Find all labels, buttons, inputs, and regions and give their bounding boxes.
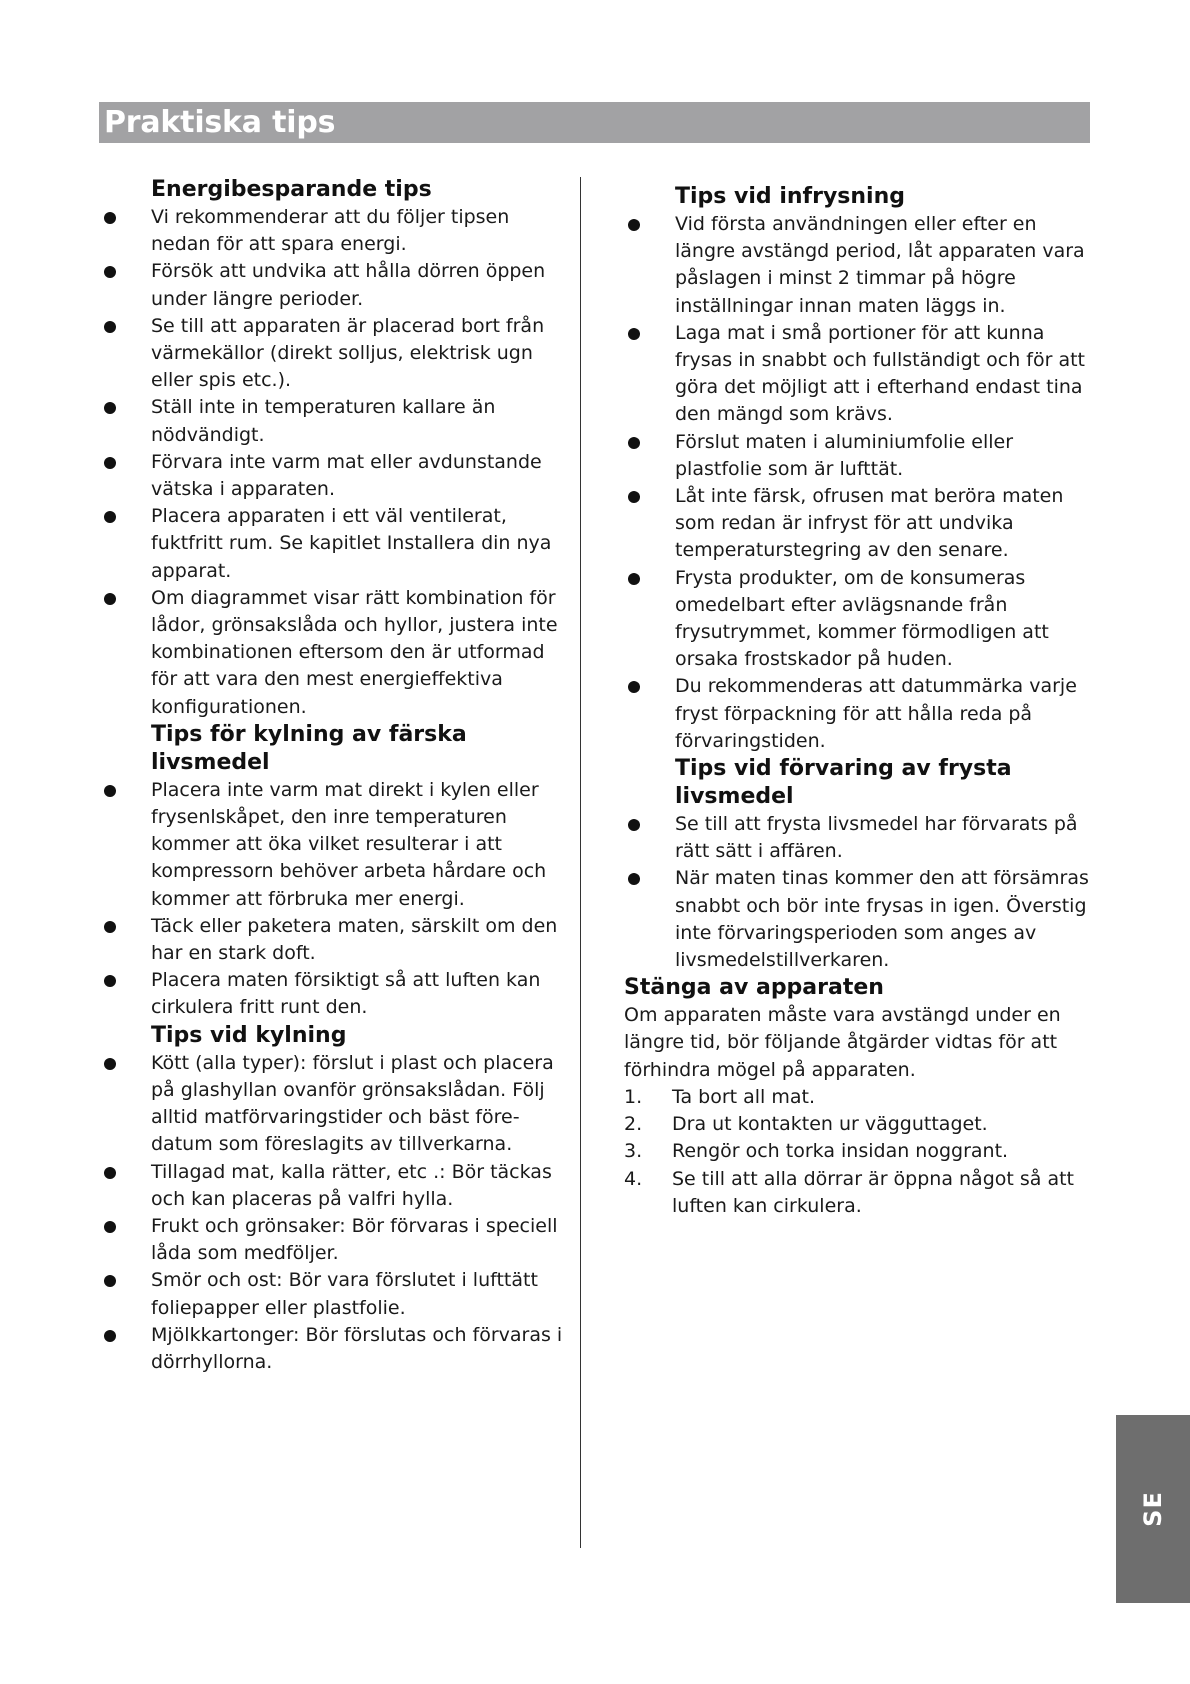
list-item (624, 1166, 1094, 1220)
list-item: Om diagrammet visar rätt kombination för lådor, grönsakslåda och hyllor, justera inte kombinationen eftersom den är utformad för att vara den mest energieffektiva konfigurationen. (100, 585, 570, 721)
step-text: Rengör och torka insidan noggrant. (672, 1140, 1009, 1163)
list-item: Placera maten försiktigt så att luften kan cirkulera fritt runt den. (100, 967, 570, 1021)
left-column (100, 176, 570, 1376)
freezing-tips-heading: Tips vid infrysning (675, 184, 906, 209)
list-item: Försök att undvika att hålla dörren öppen under längre perioder. (100, 258, 570, 312)
fresh-food-heading: Tips för kylning av färska livsmedel (151, 721, 467, 775)
list-item: När maten tinas kommer den att försämras snabbt och bör inte frysas in igen. Överstig inte förvaringsperioden som anges av livsmedelstillverkaren. (624, 865, 1094, 974)
list-item: Förslut maten i aluminiumfolie eller plastfolie som är lufttät. (624, 429, 1094, 483)
step-number: 4. (624, 1167, 643, 1190)
page-title: Praktiska tips (104, 105, 336, 140)
right-column (624, 183, 1094, 1220)
step-text: Se till att alla dörrar är öppna något så att luften kan cirkulera. (672, 1167, 1074, 1217)
energy-tips-list (100, 204, 570, 721)
step-number: 2. (624, 1113, 643, 1136)
freezing-tips-list (624, 211, 1094, 755)
cooling-tips-list (100, 1050, 570, 1376)
list-item: Vi rekommenderar att du följer tipsen nedan för att spara energi. (100, 204, 570, 258)
list-item: Ställ inte in temperaturen kallare än nödvändigt. (100, 394, 570, 448)
language-tab (1116, 1415, 1190, 1603)
language-code: SE (1139, 1491, 1167, 1527)
list-item: Kött (alla typer): förslut i plast och placera på glashyllan ovanför grönsakslådan. Följ alltid matförvaringstider och bäst före-datum som föreslagits av tillverkarna. (100, 1050, 570, 1159)
list-item: Låt inte färsk, ofrusen mat beröra maten som redan är infryst för att undvika temperaturstegring av den senare. (624, 483, 1094, 565)
shutdown-steps (624, 1084, 1094, 1220)
list-item: Placera inte varm mat direkt i kylen eller frysenlskåpet, den inre temperaturen kommer att öka vilket resulterar i att kompressorn behöver arbeta hårdare och kommer att förbruka mer energi. (100, 777, 570, 913)
list-item: Frysta produkter, om de konsumeras omedelbart efter avlägsnande från frysutrymmet, kommer förmodligen att orsaka frostskador på huden. (624, 565, 1094, 674)
step-text: Ta bort all mat. (672, 1085, 816, 1108)
fresh-food-list (100, 777, 570, 1022)
list-item: Smör och ost: Bör vara förslutet i lufttätt foliepapper eller plastfolie. (100, 1267, 570, 1321)
page-title-bar (99, 102, 1090, 143)
frozen-storage-heading: Tips vid förvaring av frysta livsmedel (675, 756, 1012, 810)
list-item: Du rekommenderas att datummärka varje fryst förpackning för att hålla reda på förvaringstiden. (624, 673, 1094, 755)
list-item: Se till att apparaten är placerad bort från värmekällor (direkt solljus, elektrisk ugn eller spis etc.). (100, 313, 570, 395)
energy-tips-heading: Energibesparande tips (151, 177, 432, 202)
list-item: Tillagad mat, kalla rätter, etc .: Bör täckas och kan placeras på valfri hylla. (100, 1159, 570, 1213)
cooling-tips-heading: Tips vid kylning (151, 1022, 347, 1048)
list-item: Vid första användningen eller efter en längre avstängd period, låt apparaten vara påslagen i minst 2 timmar på högre inställningar innan maten läggs in. (624, 211, 1094, 320)
list-item (624, 1084, 1094, 1111)
frozen-storage-list (624, 811, 1094, 974)
shutdown-heading: Stänga av apparaten (624, 975, 884, 1001)
shutdown-intro: Om apparaten måste vara avstängd under en längre tid, bör följande åtgärder vidtas för att förhindra mögel på apparaten. (624, 1004, 1061, 1081)
list-item: Frukt och grönsaker: Bör förvaras i speciell låda som medföljer. (100, 1213, 570, 1267)
list-item: Förvara inte varm mat eller avdunstande vätska i apparaten. (100, 449, 570, 503)
column-divider (580, 177, 581, 1548)
step-number: 3. (624, 1140, 643, 1163)
list-item: Täck eller paketera maten, särskilt om den har en stark doft. (100, 913, 570, 967)
list-item: Laga mat i små portioner för att kunna frysas in snabbt och fullständigt och för att göra det möjligt att i efterhand endast tina den mängd som krävs. (624, 320, 1094, 429)
list-item: Placera apparaten i ett väl ventilerat, fuktfritt rum. Se kapitlet Installera din nya apparat. (100, 503, 570, 585)
list-item: Mjölkkartonger: Bör förslutas och förvaras i dörrhyllorna. (100, 1322, 570, 1376)
step-number: 1. (624, 1085, 643, 1108)
list-item (624, 1138, 1094, 1165)
list-item: Se till att frysta livsmedel har förvarats på rätt sätt i affären. (624, 811, 1094, 865)
step-text: Dra ut kontakten ur vägguttaget. (672, 1113, 988, 1136)
list-item (624, 1111, 1094, 1138)
